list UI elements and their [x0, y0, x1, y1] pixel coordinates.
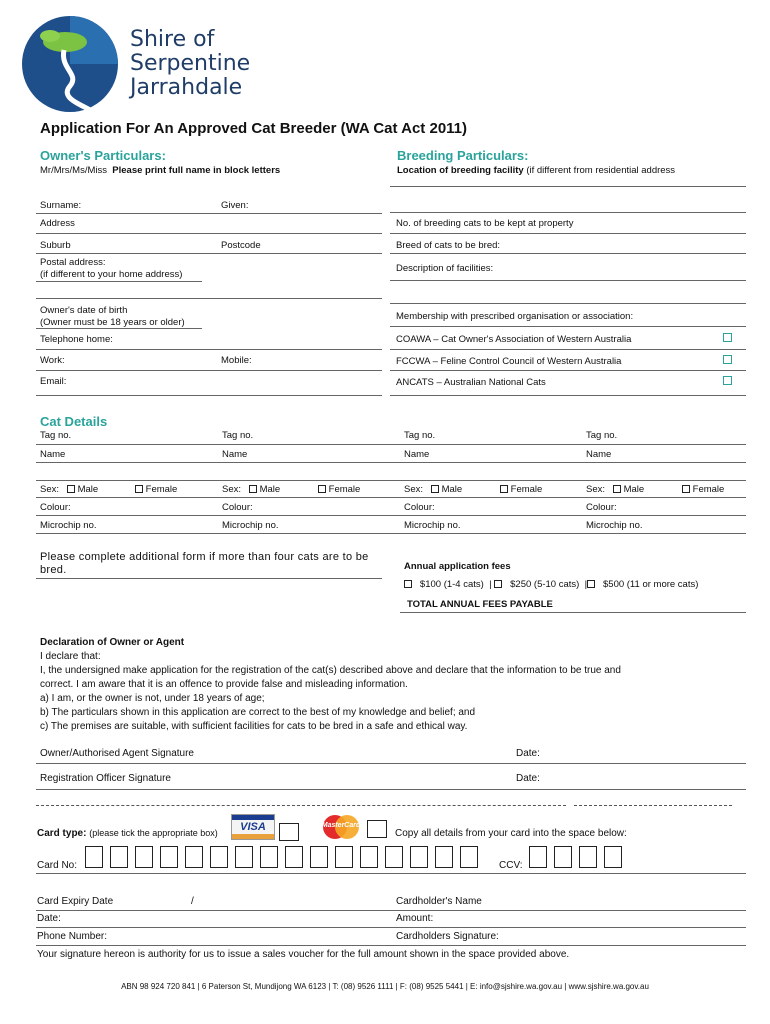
fee-option-2-checkbox[interactable] [494, 580, 502, 588]
cat3-male-checkbox[interactable] [431, 485, 439, 493]
cat4-male-checkbox[interactable] [613, 485, 621, 493]
email-field[interactable]: Email: [40, 376, 67, 387]
divider [36, 349, 382, 350]
breeding-heading: Breeding Particulars: [397, 148, 529, 163]
phone-number-field[interactable]: Phone Number: [37, 931, 108, 942]
cat3-female-label: Female [510, 484, 543, 495]
divider [390, 326, 746, 327]
cat1-female-row [135, 484, 177, 495]
expiry-slash: / [191, 896, 194, 907]
cat4-female-checkbox[interactable] [682, 485, 690, 493]
declaration-line-3: correct. I am aware that it is an offence to provide false and misleading information. [40, 679, 408, 690]
page-title: Application For An Approved Cat Breeder (WA Cat Act 2011) [40, 120, 468, 137]
cat4-female-label: Female [692, 484, 725, 495]
divider [36, 480, 746, 481]
cat3-tag-field[interactable]: Tag no. [404, 430, 436, 441]
fee-option-1-checkbox[interactable] [404, 580, 412, 588]
cat4-name-field[interactable]: Name [586, 449, 612, 460]
divider [36, 444, 746, 445]
cat3-microchip-field[interactable]: Microchip no. [404, 520, 461, 531]
cat1-colour-field[interactable]: Colour: [40, 502, 71, 513]
fee-option-2-label: $250 (5-10 cats) [510, 579, 580, 590]
ccv-digit-box[interactable] [529, 846, 547, 868]
cat4-sex-row [586, 484, 644, 495]
card-digit-box[interactable] [460, 846, 478, 868]
salutation-label: Mr/Mrs/Ms/Miss [40, 165, 108, 176]
declaration-item-a: a) I am, or the owner is not, under 18 years of age; [40, 693, 265, 704]
divider [36, 462, 746, 463]
cat1-female-checkbox[interactable] [135, 485, 143, 493]
card-expiry-field[interactable]: Card Expiry Date [37, 896, 114, 907]
cat2-tag-field[interactable]: Tag no. [222, 430, 254, 441]
fee-option-1-label: $100 (1-4 cats) [419, 579, 484, 590]
divider [36, 253, 382, 254]
divider [36, 927, 746, 928]
fee-options-row: $100 (1-4 cats) | $250 (5-10 cats) | $500 (11 or more cats) [404, 579, 698, 590]
ccv-digit-box[interactable] [554, 846, 572, 868]
additional-form-note: Please complete additional form if more than four cats are to be bred. [40, 551, 369, 576]
declaration-heading: Declaration of Owner or Agent [40, 637, 185, 648]
card-type-note: (please tick the appropriate box) [89, 828, 218, 838]
divider [390, 233, 746, 234]
card-digit-box[interactable] [260, 846, 278, 868]
card-type-row [37, 828, 218, 839]
print-note: Please print full name in block letters [112, 165, 281, 176]
cat1-sex-row [40, 484, 98, 495]
ccv-digit-box[interactable] [604, 846, 622, 868]
cardholder-signature-field[interactable]: Cardholders Signature: [396, 931, 499, 942]
location-note: (if different from residential address [523, 165, 676, 176]
mobile-field[interactable]: Mobile: [221, 355, 252, 366]
card-digit-box[interactable] [85, 846, 103, 868]
suburb-field[interactable]: Suburb [40, 240, 71, 251]
divider [36, 213, 382, 214]
cat1-name-field[interactable]: Name [40, 449, 66, 460]
logo-line-1: Shire of [130, 27, 215, 52]
declaration-item-b: b) The particulars shown in this application are correct to the best of my knowledge and belief; and [40, 707, 476, 718]
mastercard-text: MasterCard [321, 822, 361, 829]
divider [36, 281, 202, 282]
org-ancats-label: ANCATS – Australian National Cats [396, 377, 546, 388]
divider [390, 303, 746, 304]
card-digit-box[interactable] [335, 846, 353, 868]
cat2-microchip-field[interactable]: Microchip no. [222, 520, 279, 531]
ccv-label: CCV: [499, 860, 523, 871]
cat1-male-label: Male [77, 484, 99, 495]
cat2-name-field[interactable]: Name [222, 449, 248, 460]
divider [36, 298, 382, 299]
org-coawa-checkbox[interactable] [723, 333, 732, 342]
cat2-female-label: Female [328, 484, 361, 495]
cat1-tag-field[interactable]: Tag no. [40, 430, 72, 441]
card-number-label: Card No: [37, 860, 78, 871]
owner-signature-field[interactable]: Owner/Authorised Agent Signature [40, 748, 194, 759]
cat3-female-checkbox[interactable] [500, 485, 508, 493]
cat4-female-row [682, 484, 724, 495]
card-digit-box[interactable] [360, 846, 378, 868]
cat2-colour-field[interactable]: Colour: [222, 502, 253, 513]
cat2-male-label: Male [259, 484, 281, 495]
divider [36, 515, 746, 516]
divider [390, 212, 746, 213]
postcode-field[interactable]: Postcode [221, 240, 261, 251]
divider [390, 186, 746, 187]
declaration-item-c: c) The premises are suitable, with sufficient facilities for cats to be bred in a safe and ethical way. [40, 721, 468, 732]
surname-field[interactable]: Surname: [40, 200, 82, 211]
work-phone-field[interactable]: Work: [40, 355, 65, 366]
address-field[interactable]: Address [40, 218, 75, 229]
org-ancats-checkbox[interactable] [723, 376, 732, 385]
postal-address-note: (if different to your home address) [40, 269, 183, 280]
officer-signature-date-field[interactable]: Date: [516, 773, 540, 784]
divider [36, 370, 382, 371]
card-digit-box[interactable] [160, 846, 178, 868]
ccv-digit-box[interactable] [579, 846, 597, 868]
cat1-female-label: Female [145, 484, 178, 495]
cut-line [574, 805, 732, 806]
cat4-tag-field[interactable]: Tag no. [586, 430, 618, 441]
authority-note: Your signature hereon is authority for us to issue a sales voucher for the full amount shown in the space provided above. [37, 949, 570, 960]
num-breeding-cats-field[interactable]: No. of breeding cats to be kept at property [396, 218, 574, 229]
logo-line-3: Jarrahdale [130, 75, 243, 100]
cat3-male-label: Male [441, 484, 463, 495]
card-digit-box[interactable] [385, 846, 403, 868]
divider [36, 789, 746, 790]
given-name-field[interactable]: Given: [221, 200, 249, 211]
divider [36, 328, 202, 329]
divider [36, 578, 382, 579]
divider [36, 395, 382, 396]
cat4-male-label: Male [623, 484, 645, 495]
visa-text: VISA [240, 821, 266, 833]
divider [36, 533, 746, 534]
cardholder-name-field[interactable]: Cardholder's Name [396, 896, 482, 907]
owner-heading: Owner's Particulars: [40, 148, 166, 163]
fee-option-3-checkbox[interactable] [587, 580, 595, 588]
shire-logo-emblem [20, 14, 120, 114]
cat-details-heading: Cat Details [40, 414, 108, 429]
divider [36, 233, 382, 234]
card-digit-box[interactable] [435, 846, 453, 868]
org-fccwa-label: FCCWA – Feline Control Council of Western Australia [396, 356, 622, 367]
total-fees-label: TOTAL ANNUAL FEES PAYABLE [407, 599, 553, 610]
membership-label: Membership with prescribed organisation or association: [396, 311, 634, 322]
divider [36, 873, 746, 874]
declaration-line-2: I, the undersigned make application for the registration of the cat(s) described above and declare that the information to be true and [40, 665, 621, 676]
cat2-sex-label: Sex: [222, 484, 242, 495]
cat2-female-checkbox[interactable] [318, 485, 326, 493]
cat2-sex-row [222, 484, 280, 495]
cat3-colour-field[interactable]: Colour: [404, 502, 435, 513]
payment-date-field[interactable]: Date: [37, 913, 61, 924]
divider [390, 280, 746, 281]
card-digit-box[interactable] [285, 846, 303, 868]
card-digit-box[interactable] [110, 846, 128, 868]
card-digit-box[interactable] [235, 846, 253, 868]
breed-field[interactable]: Breed of cats to be bred: [396, 240, 501, 251]
divider [390, 253, 746, 254]
facilities-field[interactable]: Description of facilities: [396, 263, 494, 274]
card-digit-box[interactable] [210, 846, 228, 868]
org-coawa-label: COAWA – Cat Owner's Association of Western Australia [396, 334, 632, 345]
declaration-line-1: I declare that: [40, 651, 101, 662]
cat4-colour-field[interactable]: Colour: [586, 502, 617, 513]
mastercard-checkbox[interactable] [367, 820, 387, 838]
divider [390, 349, 746, 350]
cat1-sex-label: Sex: [40, 484, 60, 495]
card-digit-box[interactable] [310, 846, 328, 868]
postal-address-label[interactable]: Postal address: [40, 257, 106, 268]
cat1-microchip-field[interactable]: Microchip no. [40, 520, 97, 531]
footer-contact: ABN 98 924 720 841 | 6 Paterson St, Mundijong WA 6123 | T: (08) 9526 1111 | F: (08) 9525 5441 | E: info@sjshire.wa.gov.au | www.sjshire.wa.gov.au [121, 982, 649, 991]
divider [36, 763, 746, 764]
divider [36, 945, 746, 946]
cat3-name-field[interactable]: Name [404, 449, 430, 460]
visa-logo [231, 814, 275, 840]
location-label: Location of breeding facility [397, 165, 524, 176]
owner-signature-date-field[interactable]: Date: [516, 748, 540, 759]
cut-line [36, 805, 566, 806]
amount-field[interactable]: Amount: [396, 913, 434, 924]
card-digit-box[interactable] [185, 846, 203, 868]
visa-checkbox[interactable] [279, 823, 299, 841]
copy-card-note: Copy all details from your card into the space below: [395, 828, 627, 839]
card-type-label: Card type: [37, 828, 87, 839]
org-fccwa-checkbox[interactable] [723, 355, 732, 364]
dob-note: (Owner must be 18 years or older) [40, 317, 185, 328]
logo-line-2: Serpentine [130, 51, 251, 76]
cat3-female-row [500, 484, 542, 495]
shire-logo [20, 14, 120, 114]
owner-salutation-row [40, 165, 280, 176]
fee-option-3-label: $500 (11 or more cats) [603, 579, 699, 590]
cat4-microchip-field[interactable]: Microchip no. [586, 520, 643, 531]
fees-heading: Annual application fees [404, 561, 511, 572]
breeding-location-row [397, 165, 675, 176]
dob-label[interactable]: Owner's date of birth [40, 305, 128, 316]
cat2-female-row [318, 484, 360, 495]
cat2-male-checkbox[interactable] [249, 485, 257, 493]
cat4-sex-label: Sex: [586, 484, 606, 495]
divider [36, 497, 746, 498]
cat1-male-checkbox[interactable] [67, 485, 75, 493]
mastercard-logo [319, 814, 363, 840]
divider [390, 395, 746, 396]
card-digit-box[interactable] [410, 846, 428, 868]
officer-signature-field[interactable]: Registration Officer Signature [40, 773, 171, 784]
divider [400, 612, 746, 613]
divider [390, 370, 746, 371]
cat3-sex-label: Sex: [404, 484, 424, 495]
card-digit-box[interactable] [135, 846, 153, 868]
divider [36, 910, 746, 911]
cat3-sex-row [404, 484, 462, 495]
telephone-field[interactable]: Telephone home: [40, 334, 113, 345]
